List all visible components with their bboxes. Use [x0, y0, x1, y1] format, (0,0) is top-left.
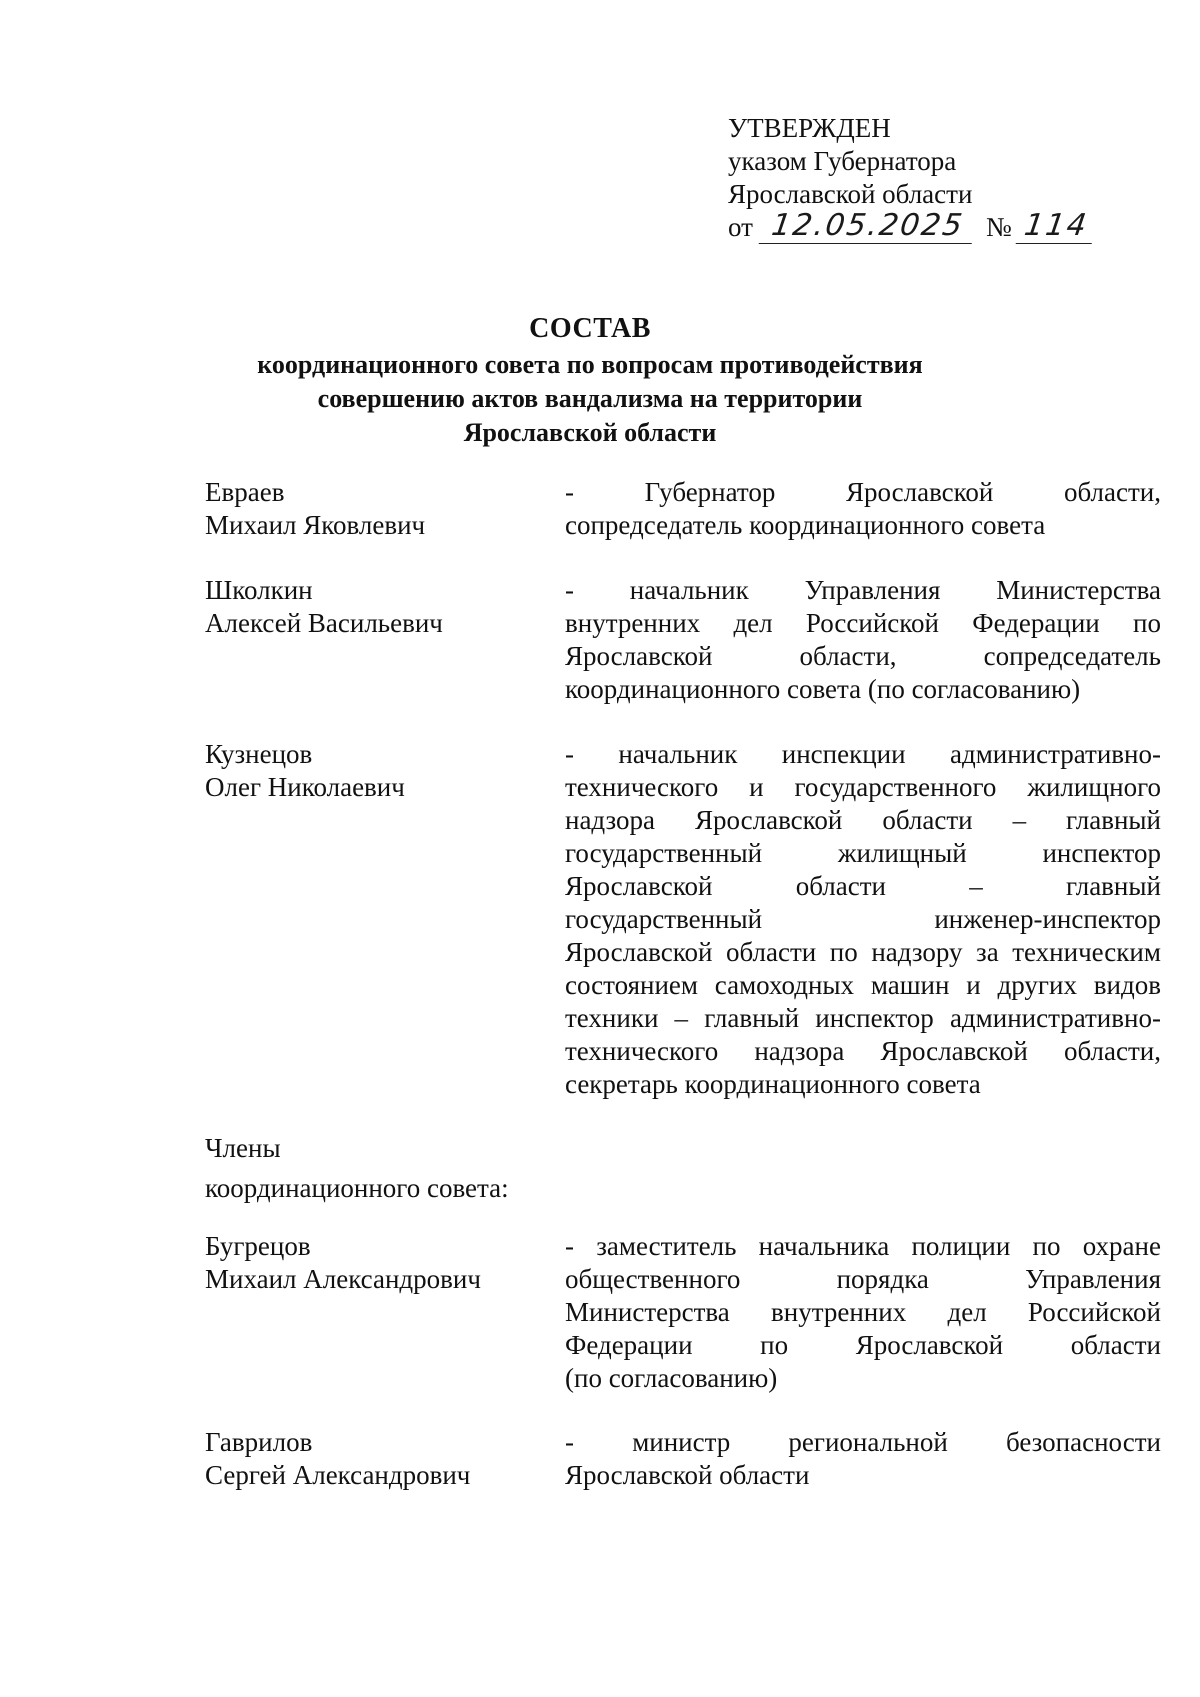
role-line: технического и государственного жилищного — [565, 772, 1161, 802]
person-given-names: Сергей Александрович — [205, 1460, 471, 1490]
person-name — [205, 476, 545, 542]
person-name — [205, 738, 545, 804]
role-line: технического надзора Ярославской области, — [565, 1036, 1161, 1066]
role-line: состоянием самоходных машин и других видов — [565, 970, 1161, 1000]
person-surname: Гаврилов — [205, 1427, 313, 1457]
role-line: - заместитель начальника полиции по охране — [565, 1231, 1161, 1261]
role-line: Министерства внутренних дел Российской — [565, 1297, 1161, 1327]
role-line: Федерации по Ярославской области — [565, 1330, 1161, 1360]
role-line: Ярославской области – главный — [565, 871, 1161, 901]
role-line: - Губернатор Ярославской области, — [565, 477, 1161, 507]
person-name — [205, 1426, 545, 1492]
role-line: государственный инженер-инспектор — [565, 904, 1161, 934]
person-role — [565, 1230, 1161, 1395]
person-given-names: Михаил Александрович — [205, 1264, 481, 1294]
role-line: координационного совета (по согласованию) — [565, 674, 1081, 704]
approval-heading: УТВЕРЖДЕН — [728, 113, 891, 143]
approval-stamp-block — [728, 112, 1148, 244]
approval-decree-line: указом Губернатора — [728, 146, 957, 176]
person-role — [565, 1426, 1161, 1492]
role-line: Ярославской области, сопредседатель — [565, 641, 1161, 671]
role-line: секретарь координационного совета — [565, 1069, 981, 1099]
role-line: - министр региональной безопасности — [565, 1427, 1161, 1457]
role-line: Ярославской области по надзору за техническим — [565, 937, 1161, 967]
members-label-line-2: координационного совета: — [205, 1173, 509, 1203]
role-line: общественного порядка Управления — [565, 1264, 1161, 1294]
person-surname: Бугрецов — [205, 1231, 311, 1261]
members-heading — [205, 1132, 509, 1205]
document-title — [200, 312, 980, 450]
person-surname: Евраев — [205, 477, 285, 507]
title-line-2: совершению актов вандализма на территории — [317, 384, 863, 413]
person-role — [565, 574, 1161, 706]
person-given-names: Михаил Яковлевич — [205, 510, 426, 540]
approval-number-label: № — [985, 212, 1012, 242]
role-line: сопредседатель координационного совета — [565, 510, 1046, 540]
role-line: (по согласованию) — [565, 1363, 778, 1393]
role-line: Ярославской области — [565, 1460, 810, 1490]
person-role — [565, 738, 1161, 1101]
approval-number-handwritten: 114 — [1015, 211, 1096, 244]
role-line: внутренних дел Российской Федерации по — [565, 608, 1161, 638]
approval-date-number-line — [728, 208, 1148, 244]
person-given-names: Алексей Васильевич — [205, 608, 443, 638]
person-name — [205, 574, 545, 640]
person-given-names: Олег Николаевич — [205, 772, 405, 802]
person-surname: Школкин — [205, 575, 313, 605]
role-line: техники – главный инспектор административно- — [565, 1003, 1161, 1033]
role-line: - начальник инспекции административно- — [565, 739, 1161, 769]
person-name — [205, 1230, 545, 1296]
members-label-line-1: Члены — [205, 1133, 281, 1163]
approval-region-line: Ярославской области — [728, 179, 973, 209]
person-role — [565, 476, 1161, 542]
role-line: государственный жилищный инспектор — [565, 838, 1161, 868]
title-main: СОСТАВ — [529, 313, 651, 344]
title-line-1: координационного совета по вопросам противодействия — [257, 350, 923, 379]
role-line: - начальник Управления Министерства — [565, 575, 1161, 605]
title-line-3: Ярославской области — [463, 418, 717, 447]
approval-from-label: от — [728, 212, 753, 242]
person-surname: Кузнецов — [205, 739, 313, 769]
role-line: надзора Ярославской области – главный — [565, 805, 1161, 835]
approval-date-handwritten: 12.05.2025 — [759, 211, 977, 244]
